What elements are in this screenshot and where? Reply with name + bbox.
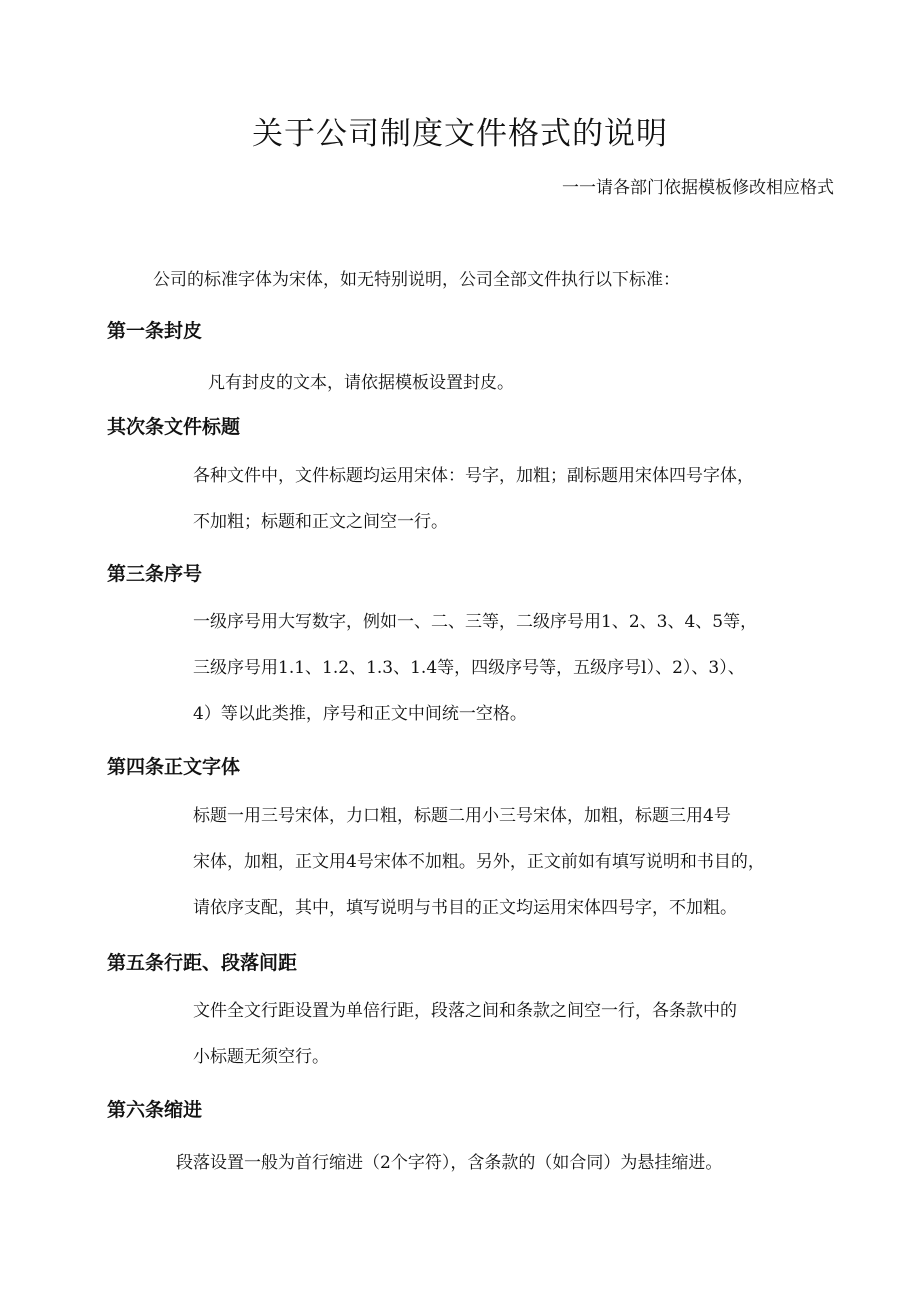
section-heading-numbering: 第三条序号 bbox=[107, 563, 203, 585]
section-line: 请依序支配，其中，填写说明与书目的正文均运用宋体四号字，不加粗。 bbox=[193, 898, 737, 918]
section-line: 凡有封皮的文本，请依据模板设置封皮。 bbox=[208, 373, 514, 393]
section-heading-indent: 第六条缩进 bbox=[107, 1099, 203, 1121]
section-line: 文件全文行距设置为单倍行距，段落之间和条款之间空一行，各条款中的 bbox=[193, 1001, 737, 1021]
section-body-cover bbox=[208, 360, 514, 406]
section-heading-spacing: 第五条行距、段落间距 bbox=[107, 952, 298, 974]
section-body-body-font bbox=[193, 793, 765, 931]
section-line: 宋体，加粗，正文用4号宋体不加粗。另外，正文前如有填写说明和书目的， bbox=[193, 852, 765, 872]
section-line: 4）等以此类推，序号和正文中间统一空格。 bbox=[193, 704, 527, 724]
section-body-spacing bbox=[193, 988, 737, 1080]
document-title: 关于公司制度文件格式的说明 bbox=[252, 116, 668, 152]
section-body-numbering bbox=[193, 599, 757, 737]
section-heading-cover: 第一条封皮 bbox=[107, 320, 203, 342]
section-line: 小标题无须空行。 bbox=[193, 1047, 329, 1067]
section-line: 段落设置一般为首行缩进（2个字符），含条款的（如合同）为悬挂缩进。 bbox=[176, 1153, 723, 1173]
section-body-title bbox=[193, 453, 754, 545]
document-subtitle: 一一请各部门依据模板修改相应格式 bbox=[562, 178, 834, 198]
section-line: 标题一用三号宋体，力口粗，标题二用小三号宋体，加粗，标题三用4号 bbox=[193, 806, 731, 826]
section-line: 一级序号用大写数字，例如一、二、三等，二级序号用1、2、3、4、5等， bbox=[193, 612, 758, 632]
section-heading-title: 其次条文件标题 bbox=[107, 416, 241, 438]
intro-paragraph: 公司的标准字体为宋体，如无特别说明，公司全部文件执行以下标准： bbox=[153, 270, 680, 290]
section-line: 三级序号用1.1、1.2、1.3、1.4等，四级序号等，五级序号l）、2）、3）、 bbox=[193, 658, 745, 678]
section-body-indent bbox=[176, 1140, 722, 1186]
section-line: 各种文件中，文件标题均运用宋体：号字，加粗；副标题用宋体四号字体， bbox=[193, 466, 754, 486]
section-line: 不加粗；标题和正文之间空一行。 bbox=[193, 512, 448, 532]
section-heading-body-font: 第四条正文字体 bbox=[107, 756, 241, 778]
